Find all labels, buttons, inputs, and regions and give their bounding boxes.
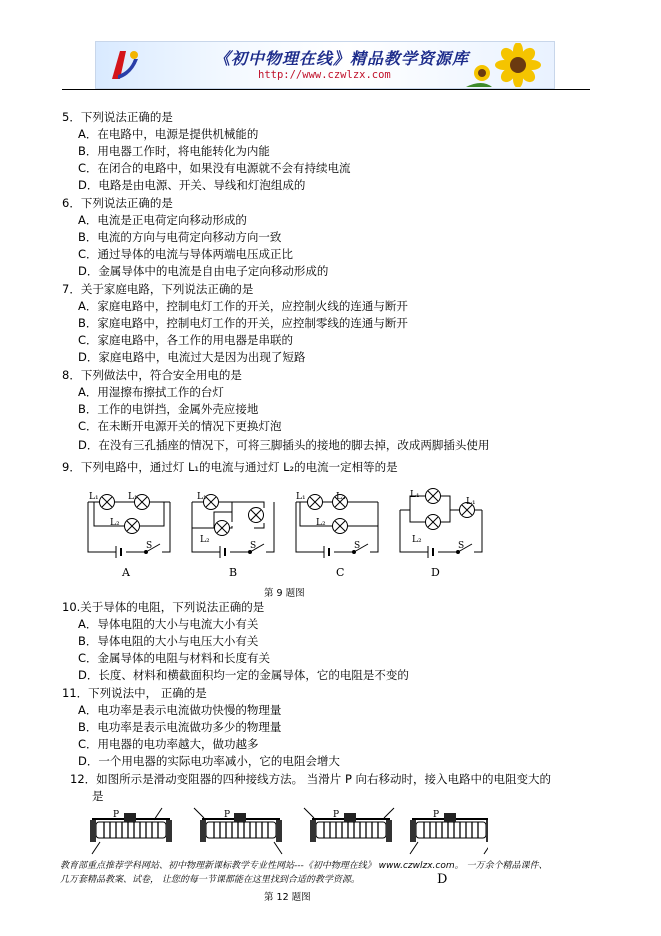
option-6b: B．电流的方向与电荷定向移动方向一致 — [78, 230, 282, 244]
lamp-label: L₂ — [200, 535, 210, 545]
rheostat-c — [304, 808, 394, 842]
sunflower-icon — [462, 43, 548, 87]
option-8c: C．在未断开电源开关的情况下更换灯泡 — [78, 419, 282, 433]
option-8d: D．在没有三孔插座的情况下，可将三脚插头的接地的脚去掉，改成两脚插头使用 — [78, 438, 490, 452]
option-10c: C．金属导体的电阻与材料和长度有关 — [78, 651, 271, 665]
lamp-label: L₁ — [410, 490, 420, 500]
option-7b: B．家庭电路中，控制电灯工作的开关，应控制零线的连通与断开 — [78, 316, 408, 330]
question-11: 11．下列说法中， 正确的是 — [62, 686, 207, 700]
switch-label: S — [250, 541, 257, 551]
header-rule — [62, 89, 590, 90]
switch-label: S — [458, 541, 465, 551]
option-11b: B．电功率是表示电流做功多少的物理量 — [78, 720, 282, 734]
option-8a: A．用湿擦布擦拭工作的台灯 — [78, 385, 224, 399]
question-8: 8．下列做法中，符合安全用电的是 — [62, 368, 242, 382]
footer-line-2: 几万套精品教案、试卷， 让您的每一节课都能在这里找到合适的教学资源。 — [60, 875, 360, 885]
option-11a: A．电功率是表示电流做功快慢的物理量 — [78, 703, 282, 717]
lamp-label: L₂ — [316, 518, 326, 528]
question-12: 12．如图所示是滑动变阻器的四种接线方法。 当滑片 P 向右移动时，接入电路中的电阻变大的 — [70, 772, 552, 786]
lamp-label: L₂ — [412, 535, 422, 545]
banner-title: 《初中物理在线》精品教学资源库 — [214, 49, 470, 68]
lamp-label: L₁ — [89, 492, 99, 502]
question-6: 6．下列说法正确的是 — [62, 196, 173, 210]
question-12-cont: 是 — [92, 789, 104, 803]
rheostat-b — [194, 808, 282, 854]
option-10a: A．导体电阻的大小与电流大小有关 — [78, 617, 259, 631]
lamp-label: L₁ — [296, 492, 306, 502]
option-5c: C．在闭合的电路中，如果没有电源就不会有持续电流 — [78, 161, 351, 175]
question-7: 7．关于家庭电路，下列说法正确的是 — [62, 282, 254, 296]
option-6a: A．电流是正电荷定向移动形成的 — [78, 213, 247, 227]
slider-label: P — [433, 810, 440, 820]
lamp-label: L₁ — [466, 497, 476, 507]
option-label-c: C — [336, 566, 345, 579]
rheostat-figure — [88, 806, 488, 858]
option-5a: A．在电路中，电源是提供机械能的 — [78, 127, 259, 141]
footer-line-1[interactable]: 教育部重点推荐学科网站、初中物理新课标教学专业性网站---《初中物理在线》 www.czwlzx.com。 一万余个精品课件、 — [60, 861, 548, 871]
figure-9-caption: 第 9 题图 — [264, 588, 305, 599]
option-7c: C．家庭电路中，各工作的用电器是串联的 — [78, 333, 294, 347]
option-10d: D．长度、材料和横截面积均一定的金属导体，它的电阻是不变的 — [78, 668, 409, 682]
option-label-a: A — [122, 566, 130, 579]
slider-label: P — [224, 810, 231, 820]
question-10: 10.关于导体的电阻，下列说法正确的是 — [62, 600, 265, 614]
option-label-d: D — [437, 872, 448, 887]
option-label-b: B — [229, 566, 238, 579]
question-5: 5．下列说法正确的是 — [62, 110, 173, 124]
logo-icon — [104, 45, 144, 85]
option-label-d: D — [431, 566, 440, 579]
option-7d: D．家庭电路中，电流过大是因为出现了短路 — [78, 350, 306, 364]
switch-label: S — [354, 541, 361, 551]
question-9: 9．下列电路中，通过灯 L₁的电流与通过灯 L₂的电流一定相等的是 — [62, 460, 398, 474]
option-5d: D．电路是由电源、开关、导线和灯泡组成的 — [78, 178, 306, 192]
footer-notice — [60, 859, 600, 887]
option-6d: D．金属导体中的电流是自由电子定向移动形成的 — [78, 264, 329, 278]
option-11c: C．用电器的电功率越大，做功越多 — [78, 737, 259, 751]
option-10b: B．导体电阻的大小与电压大小有关 — [78, 634, 259, 648]
banner-url[interactable]: http://www.czwlzx.com — [258, 69, 391, 81]
lamp-label: L₂ — [336, 492, 346, 502]
slider-label: P — [333, 810, 340, 820]
option-7a: A．家庭电路中，控制电灯工作的开关，应控制火线的连通与断开 — [78, 299, 408, 313]
header-banner — [95, 41, 555, 89]
option-8b: B．工作的电饼挡，金属外壳应接地 — [78, 402, 259, 416]
lamp-label: L₂ — [110, 518, 120, 528]
option-5b: B．用电器工作时，将电能转化为内能 — [78, 144, 270, 158]
option-11d: D．一个用电器的实际电功率减小，它的电阻会增大 — [78, 754, 340, 768]
rheostat-a — [90, 808, 172, 854]
lamp-label: L₁ — [197, 492, 207, 502]
lamp-label: L₁ — [128, 492, 138, 502]
figure-12-caption: 第 12 题图 — [264, 892, 311, 903]
slider-label: P — [113, 810, 120, 820]
switch-label: S — [146, 541, 153, 551]
rheostat-d — [410, 813, 488, 854]
option-6c: C．通过导体的电流与导体两端电压成正比 — [78, 247, 294, 261]
